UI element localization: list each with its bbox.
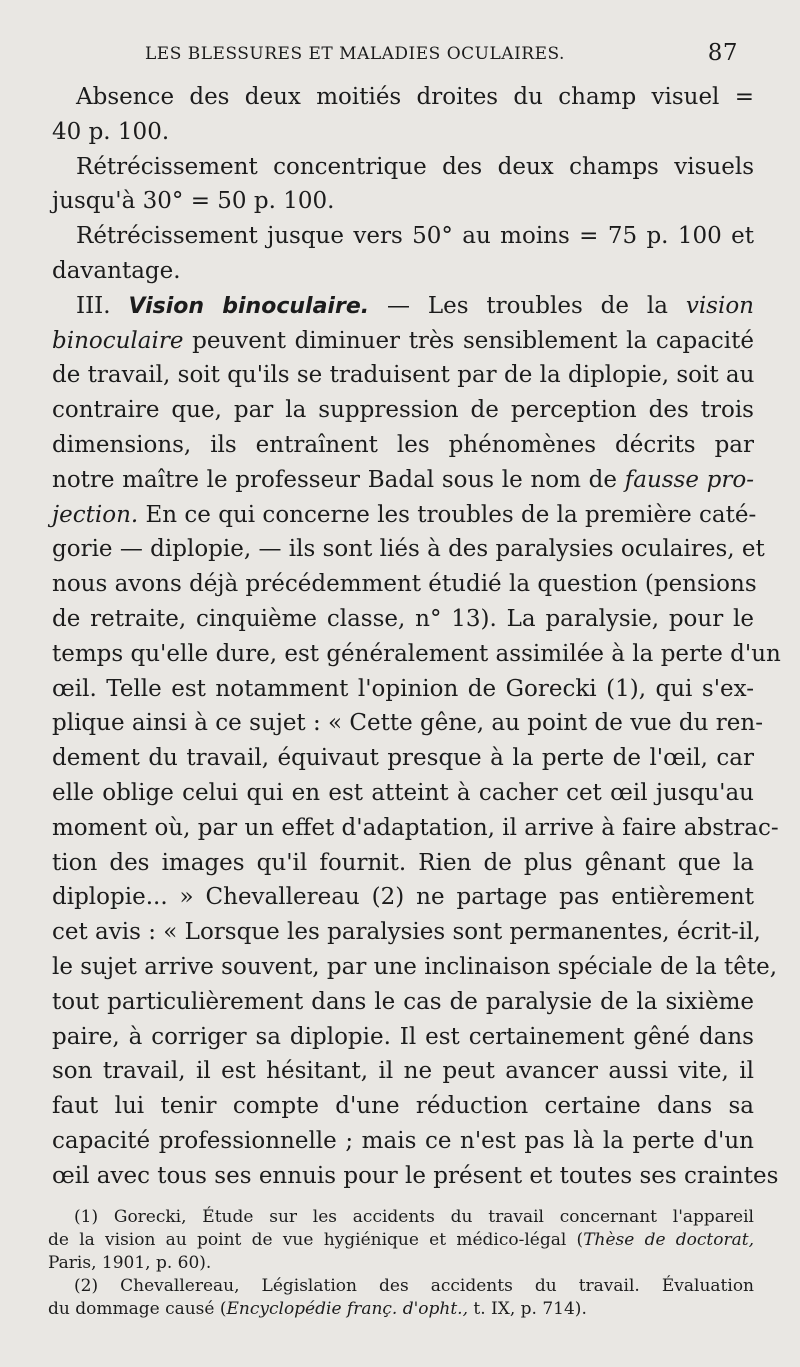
text-line [52,463,754,498]
footnote-2-line [48,1298,754,1321]
text-line: Rétrécissement concentrique des deux champs visuels [76,153,754,180]
text-line: jusqu'à 30° = 50 p. 100. [52,188,335,215]
text-line: Absence des deux moitiés droites du champ visuel = [76,84,754,110]
text-line: Rétrécissement jusque vers 50° au moins = 75 p. 100 et [76,223,754,250]
text-line: œil avec tous ses ennuis pour le présent et toutes ses craintes [52,1162,779,1189]
italic-term: vision [685,292,754,319]
text-span: de la vision au point de vue hygiénique et médico-légal ( [48,1230,584,1250]
text-line: le sujet arrive souvent, par une inclinaison spéciale de la tête, [52,953,778,980]
text-line: contraire que, par la suppression de perception des trois [52,397,754,424]
page-number: 87 [707,40,738,66]
text-line: capacité professionnelle ; mais ce n'est pas là la perte d'un [52,1127,754,1154]
text-line: diplopie... » Chevallereau (2) ne partage pas entièrement [52,884,754,911]
text-line: paire, à corriger sa diplopie. Il est certainement gêné dans [52,1023,754,1050]
footnote-1-line [48,1229,754,1252]
text-line: faut lui tenir compte d'une réduction certaine dans sa [52,1093,754,1120]
text-line: dement du travail, équivaut presque à la perte de l'œil, car [52,745,754,772]
text-line: tout particulièrement dans le cas de paralysie de la sixième [52,988,754,1015]
text-span: peuvent diminuer très sensiblement la capacité [192,327,755,354]
text-line: temps qu'elle dure, est généralement assimilée à la perte d'un [52,640,781,667]
text-span: En ce qui concerne les troubles de la première caté- [145,501,757,528]
text-line [52,498,757,533]
text-line [52,324,754,359]
text-line: elle oblige celui qui en est atteint à cacher cet œil jusqu'au [52,779,754,806]
text-line: plique ainsi à ce sujet : « Cette gêne, au point de vue du ren- [52,710,763,737]
running-title: LES BLESSURES ET MALADIES OCULAIRES. [145,44,565,64]
text-line: nous avons déjà précédemment étudié la question (pensions [52,571,757,598]
text-line: de travail, soit qu'ils se traduisent par de la diplopie, soit au [52,362,755,389]
text-line: moment où, par un effet d'adaptation, il arrive à faire abstrac- [52,814,779,841]
section-title: Vision binoculaire. [128,293,370,319]
text-line: de retraite, cinquième classe, n° 13). La paralysie, pour le [52,605,754,632]
text-line: davantage. [52,257,181,284]
text-span: notre maître le professeur Badal sous le nom de [52,466,617,493]
footnote-2-line: (2) Chevallereau, Législation des accidents du travail. Évaluation [74,1276,754,1296]
text-line: gorie — diplopie, — ils sont liés à des paralysies oculaires, et [52,536,765,563]
text-line: 40 p. 100. [52,118,170,145]
section-number: III. [76,292,111,319]
text-line: dimensions, ils entraînent les phénomènes décrits par [52,431,754,458]
text-line: œil. Telle est notamment l'opinion de Gorecki (1), qui s'ex- [52,675,754,702]
footnote-1-line: (1) Gorecki, Étude sur les accidents du travail concernant l'appareil [74,1207,754,1227]
text-line: son travail, il est hésitant, il ne peut avancer aussi vite, il [52,1058,754,1085]
text-line: tion des images qu'il fournit. Rien de plus gênant que la [52,849,754,876]
text-span: du dommage causé ( [48,1299,227,1319]
footnotes [48,1206,754,1321]
running-head [145,40,752,70]
text-span: t. IX, p. 714). [473,1299,587,1319]
italic-term: jection. [52,501,139,528]
italic-term: Encyclopédie franç. d'opht., [226,1299,468,1319]
italic-term: Thèse de doctorat, [583,1230,754,1250]
section-heading-line [52,289,754,324]
body-text [52,80,781,1194]
footnote-1-line: Paris, 1901, p. 60). [48,1253,212,1273]
text-span: — Les troubles de la [386,292,668,319]
italic-term: fausse pro- [624,466,755,493]
italic-term: binoculaire [52,327,184,354]
text-line: cet avis : « Lorsque les paralysies sont permanentes, écrit-il, [52,919,761,946]
